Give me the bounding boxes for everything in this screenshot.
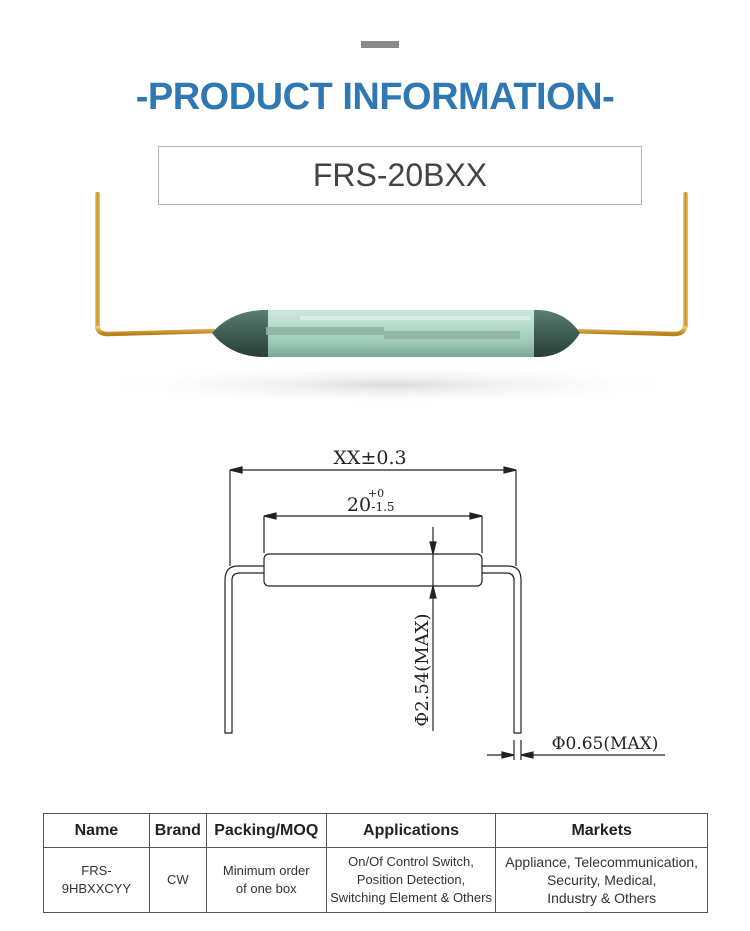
col-header-brand: Brand — [149, 814, 206, 848]
glass-length-tol-lower: -1.5 — [371, 500, 395, 514]
lead-diameter-label: Φ0.65(MAX) — [551, 734, 659, 754]
glass-diameter-label: Φ2.54(MAX) — [412, 613, 433, 727]
table-header-row — [44, 814, 708, 848]
dimension-drawing — [0, 430, 750, 770]
cell-brand: CW — [149, 848, 206, 913]
decorative-top-bar — [361, 41, 399, 48]
table-row — [44, 848, 708, 913]
col-header-name: Name — [44, 814, 150, 848]
reed-switch-photo — [0, 180, 750, 410]
model-number: FRS-20BXX — [312, 157, 488, 193]
col-header-packing: Packing/MOQ — [206, 814, 326, 848]
spec-table — [43, 813, 708, 913]
glass-length-label: 20 — [346, 494, 372, 516]
cell-applications — [326, 848, 496, 913]
col-header-applications: Applications — [326, 814, 496, 848]
markets-line-3: Industry & Others — [547, 890, 657, 906]
overall-length-label: XX±0.3 — [333, 447, 407, 469]
cell-markets — [496, 848, 708, 913]
applications-line-2: Position Detection, — [356, 872, 466, 887]
col-header-markets: Markets — [496, 814, 708, 848]
packing-line-1: Minimum order — [222, 863, 310, 878]
page-title: -PRODUCT INFORMATION- — [135, 76, 615, 118]
glass-length-tol-upper: +0 — [367, 487, 385, 500]
markets-line-2: Security, Medical, — [546, 872, 657, 888]
cell-packing — [206, 848, 326, 913]
cell-name: FRS-9HBXXCYY — [44, 848, 150, 913]
packing-line-2: of one box — [235, 881, 297, 896]
applications-line-1: On/Of Control Switch, — [348, 854, 474, 869]
photo-shadow — [90, 365, 690, 405]
markets-line-1: Appliance, Telecommunication, — [505, 854, 699, 870]
applications-line-3: Switching Element & Others — [330, 890, 492, 905]
